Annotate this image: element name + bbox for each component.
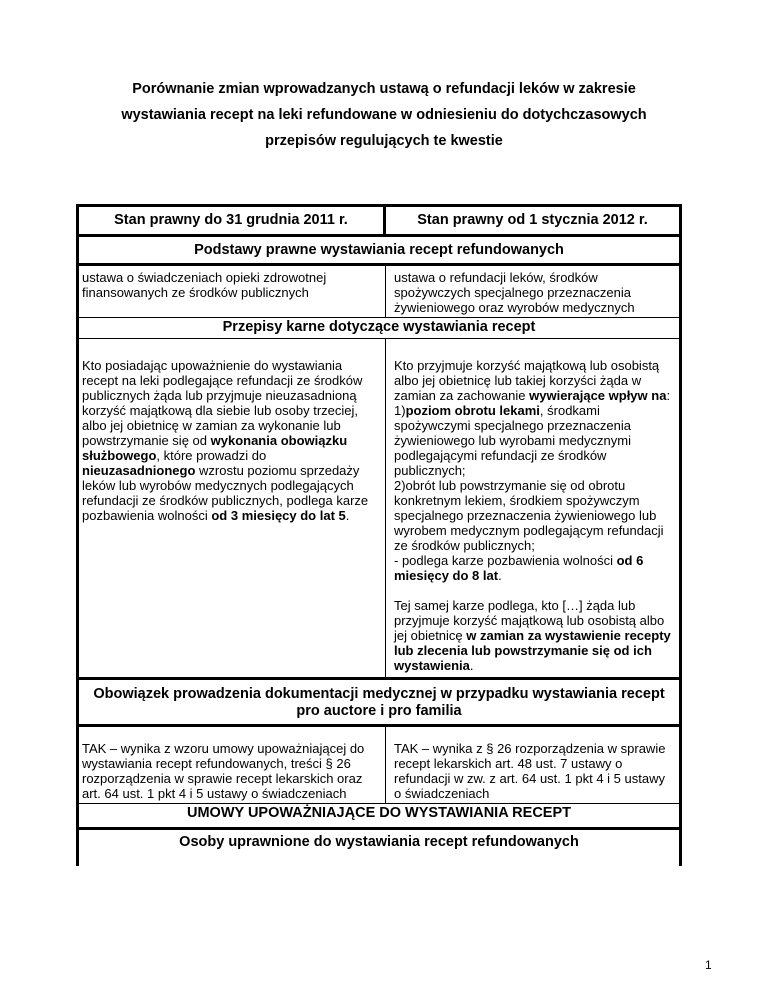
column-header-after: Stan prawny od 1 stycznia 2012 r. xyxy=(417,212,648,228)
penal-provisions-before xyxy=(79,339,386,677)
section-heading-row xyxy=(79,237,679,266)
table-row xyxy=(79,339,679,680)
penal-after-item-2: 2)obrót lub powstrzymanie się od obrotu konkretnym lekiem, środkiem spożywczym specjalnego przeznaczenia żywieniowego lub wyrobem medycznym podlegającym refundacji ze środków publicznych; xyxy=(394,478,664,553)
table-header-row xyxy=(79,207,679,237)
penal-provisions-after xyxy=(386,339,679,677)
column-header-before: Stan prawny do 31 grudnia 2011 r. xyxy=(79,207,386,234)
section-heading-medical-documentation: Obowiązek prowadzenia dokumentacji medycznej w przypadku wystawiania recept pro auctore i pro familia xyxy=(93,686,665,719)
penal-after-paragraph-2: Tej samej karze podlega, kto […] żąda lub przyjmuje korzyść majątkową lub osobistą albo jej obietnicę w zamian za wystawienie recepty lub zlecenia lub powstrzymanie się od ich wystawienia. xyxy=(394,598,671,673)
penal-after-intro: Kto przyjmuje korzyść majątkową lub osobistą albo jej obietnicę lub takiej korzyści żąda w zamian za zachowanie wywierające wpływ na: xyxy=(394,358,671,403)
section-heading-row xyxy=(79,680,679,727)
title-line-3: przepisów regulujących te kwestie xyxy=(265,133,503,149)
section-heading-row xyxy=(79,830,679,866)
comparison-table xyxy=(76,204,682,866)
documentation-after: TAK – wynika z § 26 rozporządzenia w sprawie recept lekarskich art. 48 ust. 7 ustawy o refundacji w zw. z art. 64 ust. 1 pkt 4 i 5 ustawy o świadczeniach xyxy=(394,741,666,801)
legal-basis-after: ustawa o refundacji leków, środków spożywczych specjalnego przeznaczenia żywieniowego oraz wyrobów medycznych xyxy=(394,270,635,315)
title-line-1: Porównanie zmian wprowadzanych ustawą o refundacji leków w zakresie xyxy=(132,81,636,97)
section-heading-legal-basis: Podstawy prawne wystawiania recept refundowanych xyxy=(194,242,564,258)
title-line-2: wystawiania recept na leki refundowane w odniesieniu do dotychczasowych xyxy=(121,107,647,123)
penal-after-sentence: - podlega karze pozbawienia wolności od 6 miesięcy do 8 lat. xyxy=(394,553,644,583)
page-number: 1 xyxy=(705,958,712,972)
section-heading-row xyxy=(79,804,679,830)
documentation-before: TAK – wynika z wzoru umowy upoważniającej do wystawiania recept refundowanych, treści § 26 rozporządzenia w sprawie recept lekarskich oraz art. 64 ust. 1 pkt 4 i 5 ustawy o świadczeniach xyxy=(79,727,386,803)
table-row xyxy=(79,727,679,804)
table-row xyxy=(79,266,679,318)
legal-basis-before: ustawa o świadczeniach opieki zdrowotnej finansowanych ze środków publicznych xyxy=(79,266,386,317)
document-title xyxy=(90,76,678,154)
section-heading-authorized-persons: Osoby uprawnione do wystawiania recept refundowanych xyxy=(179,834,579,850)
penal-before-text: Kto posiadając upoważnienie do wystawiania recept na leki podlegające refundacji ze środków publicznych żąda lub przyjmuje nieuzasadnioną korzyść majątkową dla siebie lub osoby trzeciej, albo jej obietnicę w zamian za wykonanie lub powstrzymanie się od wykonania obowiązku służbowego, które prowadzi do nieuzasadnionego wzrostu poziomu sprzedaży leków lub wyrobów medycznych podlegających refundacji ze środków publicznych, podlega karze pozbawienia wolności od 3 miesięcy do lat 5. xyxy=(82,358,369,523)
penal-after-item-1: 1)poziom obrotu lekami, środkami spożywczymi specjalnego przeznaczenia żywieniowego lub wyrobami medycznymi podlegającymi refundacji ze środków publicznych; xyxy=(394,403,632,478)
section-heading-authorizing-agreements: UMOWY UPOWAŻNIAJĄCE DO WYSTAWIANIA RECEPT xyxy=(187,805,571,821)
section-heading-row xyxy=(79,318,679,339)
section-heading-penal-provisions: Przepisy karne dotyczące wystawiania recept xyxy=(222,319,536,335)
